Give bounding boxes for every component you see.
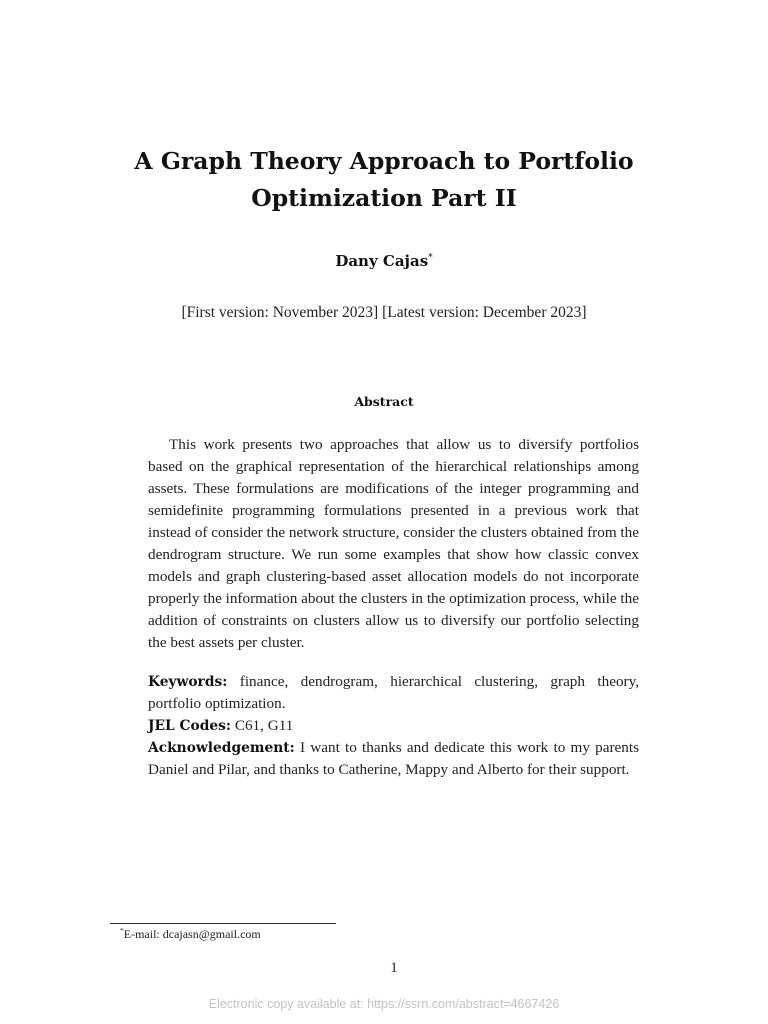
- acknowledgement-label: Acknowledgement:: [148, 740, 295, 756]
- footnote-mark: *: [120, 926, 124, 935]
- keywords-text: finance, dendrogram, hierarchical clustering, graph theory, portfolio optimization.: [148, 673, 640, 712]
- acknowledgement-text: I want to thanks and dedicate this work to my parents Daniel and Pilar, and thanks to Catherine, Mappy and Alberto for their support.: [148, 739, 639, 778]
- keywords-block: [148, 671, 639, 715]
- jel-codes-label: JEL Codes:: [148, 718, 232, 734]
- abstract-body: This work presents two approaches that allow us to diversify portfolios based on the graphical representation of the hierarchical relationships among assets. These formulations are modifications of the integer programming and semidefinite programming formulations presented in a previous work that instead of consider the network structure, consider the clusters obtained from the dendrogram structure. We run some examples that show how classic convex models and graph clustering-based asset allocation models do not incorporate properly the information about the clusters in the optimization process, while the addition of constraints on clusters allow us to diversify our portfolio selecting the best assets per cluster.: [148, 436, 639, 651]
- title-line-2: Optimization Part II: [251, 184, 517, 212]
- keywords-label: Keywords:: [148, 674, 228, 690]
- title-line-1: A Graph Theory Approach to Portfolio: [134, 147, 634, 175]
- author-name: Dany Cajas: [335, 252, 429, 270]
- author-footnote-mark: *: [428, 253, 433, 263]
- version-dates: [First version: November 2023] [Latest version: December 2023]: [181, 304, 587, 321]
- ssrn-watermark: Electronic copy available at: https://ssrn.com/abstract=4667426: [208, 997, 560, 1011]
- footnote-divider: [110, 923, 336, 924]
- footnote-email: E-mail: dcajasn@gmail.com: [123, 927, 261, 941]
- page-number: 1: [390, 960, 398, 976]
- acknowledgement-block: [148, 737, 639, 781]
- jel-codes-block: [148, 715, 639, 737]
- paper-title: [0, 143, 768, 217]
- author-line: [0, 252, 768, 270]
- abstract-heading: Abstract: [354, 394, 414, 409]
- jel-codes-text: C61, G11: [234, 717, 294, 734]
- footnote: [120, 926, 261, 942]
